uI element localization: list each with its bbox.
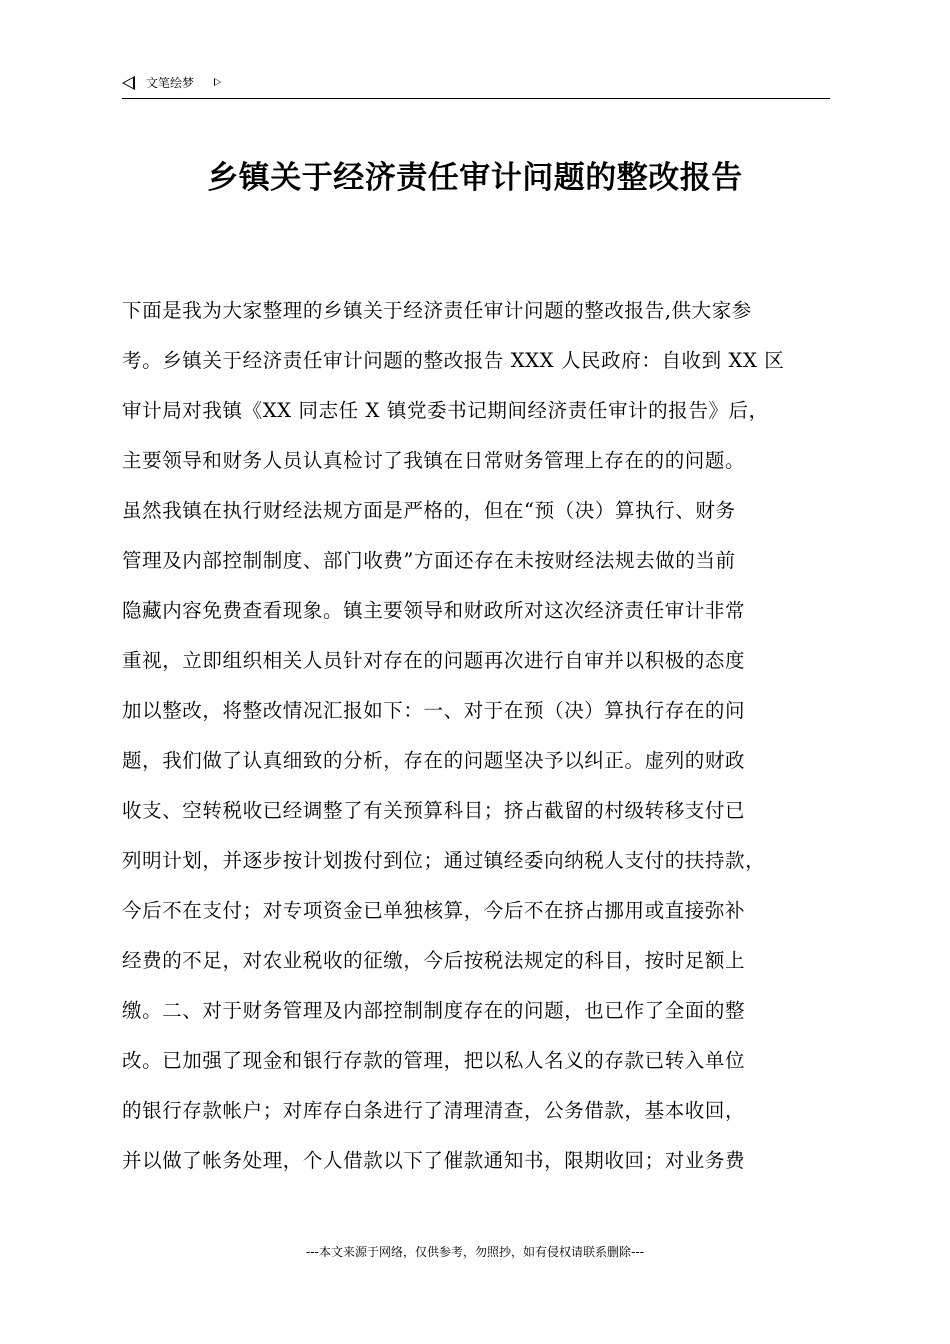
body-line: 虽然我镇在执行财经法规方面是严格的，但在“预（决）算执行、财务 (122, 499, 736, 522)
body-line: 隐藏内容免费查看现象。镇主要领导和财政所对这次经济责任审计非常 (122, 599, 746, 622)
body-line: 改。已加强了现金和银行存款的管理，把以私人名义的存款已转入单位 (122, 1049, 746, 1072)
body-line: 列明计划，并逐步按计划拨付到位；通过镇经委向纳税人支付的扶持款， (122, 849, 766, 872)
right-triangle-icon (214, 78, 221, 86)
body-line: 下面是我为大家整理的乡镇关于经济责任审计问题的整改报告,供大家参 (122, 299, 752, 322)
body-line: 收支、空转税收已经调整了有关预算科目；挤占截留的村级转移支付已 (122, 799, 746, 822)
page-header (122, 74, 830, 99)
page-footer-disclaimer: ---本文来源于网络，仅供参考，勿照抄，如有侵权请联系删除--- (306, 1245, 644, 1259)
header-brand: 文笔绘梦 (146, 76, 195, 90)
body-line: 管理及内部控制制度、部门收费”方面还存在未按财经法规去做的当前 (122, 549, 736, 572)
body-line: 主要领导和财务人员认真检讨了我镇在日常财务管理上存在的的问题。 (122, 449, 746, 472)
body-line: 今后不在支付；对专项资金已单独核算，今后不在挤占挪用或直接弥补 (122, 899, 746, 922)
body-line: 的银行存款帐户；对库存白条进行了清理清查，公务借款，基本收回， (122, 1099, 746, 1122)
body-line: 并以做了帐务处理，个人借款以下了催款通知书，限期收回；对业务费 (122, 1149, 746, 1172)
document-title: 乡镇关于经济责任审计问题的整改报告 (207, 160, 743, 196)
body-line: 缴。二、对于财务管理及内部控制制度存在的问题，也已作了全面的整 (122, 999, 746, 1022)
body-line: 题，我们做了认真细致的分析，存在的问题坚决予以纠正。虚列的财政 (122, 749, 746, 772)
body-line: 经费的不足，对农业税收的征缴，今后按税法规定的科目，按时足额上 (122, 949, 746, 972)
document-body (122, 286, 842, 1186)
left-triangle-icon (122, 76, 135, 90)
body-line: 重视，立即组织相关人员针对存在的问题再次进行自审并以积极的态度 (122, 649, 746, 672)
body-line: 审计局对我镇《XX 同志任 X 镇党委书记期间经济责任审计的报告》后， (122, 399, 769, 422)
body-line: 加以整改，将整改情况汇报如下：一、对于在预（决）算执行存在的问 (122, 699, 746, 722)
body-line: 考。乡镇关于经济责任审计问题的整改报告 XXX 人民政府：自收到 XX 区 (122, 349, 785, 372)
